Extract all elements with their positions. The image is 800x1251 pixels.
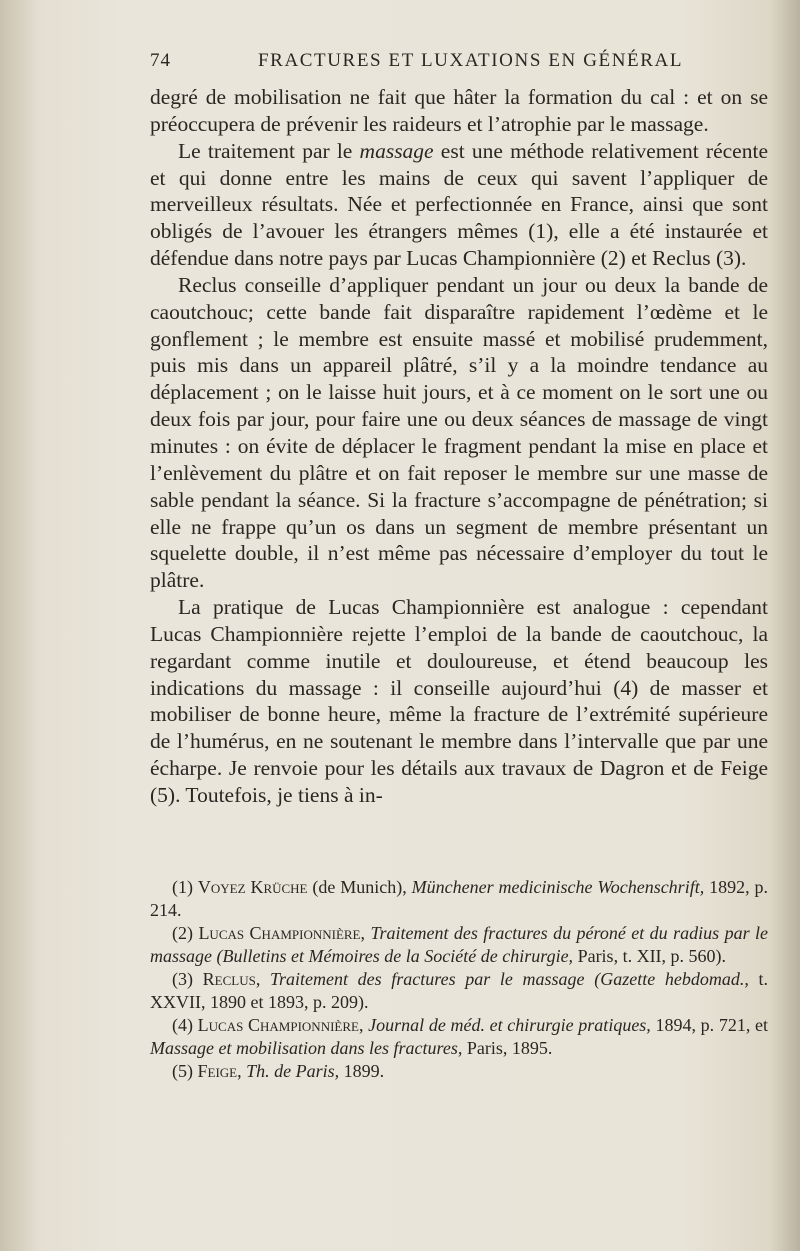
footnote-number: (2) (172, 923, 199, 943)
footnote-author: Lucas Championnière, (198, 923, 365, 943)
footnote-author: Reclus, (202, 969, 261, 989)
footnotes (150, 876, 768, 1083)
paragraph: Reclus conseille d’appliquer pendant un jour ou deux la bande de caoutchouc; cette bande fait disparaître rapidement l’œdème et le gonflement ; le membre est ensuite massé et mobilisé prudemment, puis mis dans un appareil plâtré, s’il y a la moindre tendance au déplacement ; on le laisse huit jours, et à ce moment on le sort une ou deux fois par jour, pour faire une ou deux séances de massage de vingt minutes : on évite de déplacer le fragment pendant la mise en place et l’enlèvement du plâtre et on fait reposer le membre sur une masse de sable pendant la séance. Si la fracture s’accompagne de pénétration; si elle ne frappe qu’un os dans un segment de membre présentant un squelette double, il n’est même pas nécessaire d’employer du tout le plâtre. (150, 272, 768, 593)
footnote-title: Journal de méd. et chirurgie pratiques, (368, 1015, 651, 1035)
paragraph (150, 138, 768, 272)
footnote-author: Voyez Krüche (197, 877, 308, 897)
paragraph-text: Le traitement par le (178, 138, 360, 163)
footnote-number: (1) (172, 877, 198, 897)
footnote-text: 1894, p. 721, et (650, 1015, 768, 1035)
running-title: FRACTURES ET LUXATIONS EN GÉNÉRAL (258, 50, 684, 71)
footnote-title: Münchener medicinische Wochenschrift, (411, 877, 705, 897)
footnote (150, 876, 768, 922)
footnote-text: Paris, t. XII, p. 560). (573, 946, 727, 966)
footnote-author: Lucas Championnière, (197, 1015, 364, 1035)
page-number: 74 (150, 50, 171, 71)
footnote-text (260, 969, 270, 989)
footnote-title: Massage et mobilisation dans les fractures, (150, 1038, 463, 1058)
footnote-title: Traitement des fractures du péroné et du radius par le massage (Bulletins et Mémoires de la Société de chirurgie, (150, 923, 768, 966)
paragraph: degré de mobilisation ne fait que hâter la formation du cal : et on se préoccupera de prévenir les raideurs et l’atrophie par le massage. (150, 85, 768, 136)
footnote-title: Th. de Paris, (246, 1061, 340, 1081)
footnote-text: (de Munich), (307, 877, 412, 897)
footnote-number: (3) (172, 969, 203, 989)
footnote-text: Paris, 1895. (462, 1038, 553, 1058)
page-header (150, 50, 770, 80)
footnote (150, 922, 768, 968)
body-text (150, 84, 768, 809)
footnote (150, 1060, 768, 1083)
footnote (150, 968, 768, 1014)
footnote-text: t. XXVII, 1890 et 1893, p. 209). (150, 969, 768, 1012)
footnote-text: 1899. (339, 1061, 385, 1081)
footnote-author: Feige, (197, 1061, 242, 1081)
emphasized-term: massage (359, 138, 434, 163)
footnote-number: (4) (172, 1015, 198, 1035)
paragraph: La pratique de Lucas Championnière est analogue : cependant Lucas Championnière rejette l’emploi de la bande de caoutchouc, la regardant comme inutile et douloureuse, et étend beaucoup les indications du massage : il conseille aujourd’hui (4) de masser et mobiliser de bonne heure, même la fracture de l’extrémité supérieure de l’humérus, en ne soutenant le membre dans l’intervalle que par une écharpe. Je renvoie pour les détails aux travaux de Dagron et de Feige (5). Toutefois, je tiens à in- (150, 595, 768, 807)
footnote-text: 1892, p. 214. (150, 877, 768, 920)
footnote-number: (5) (172, 1061, 198, 1081)
footnote (150, 1014, 768, 1060)
paragraph-text: est une méthode relativement récente et qui donne entre les mains de ceux qui savent l’appliquer de merveilleux résultats. Née et perfectionnée en France, ainsi que sont obligés de l’avouer les étrangers mêmes (1), elle a été instaurée et défendue dans notre pays par Lucas Championnière (2) et Reclus (3). (150, 138, 768, 271)
footnote-title: Traitement des fractures par le massage (Gazette hebdomad., (269, 969, 749, 989)
